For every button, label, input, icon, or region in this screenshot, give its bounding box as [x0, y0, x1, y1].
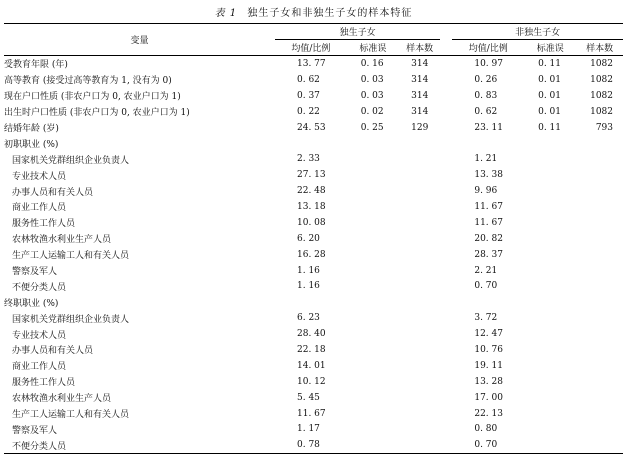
non-only-child-se	[524, 406, 576, 422]
non-only-child-n	[576, 421, 623, 437]
non-only-child-n	[576, 358, 623, 374]
non-only-child-mean: 17. 00	[474, 392, 503, 403]
non-only-child-n	[576, 135, 623, 151]
only-child-se	[347, 326, 399, 342]
non-only-child-n	[576, 199, 623, 215]
only-child-n	[399, 215, 440, 231]
non-only-child-se	[524, 135, 576, 151]
only-child-mean: 14. 01	[297, 360, 326, 371]
only-child-se	[347, 421, 399, 437]
non-only-child-mean: 23. 11	[474, 122, 503, 133]
non-only-child-n	[576, 374, 623, 390]
only-child-se	[347, 278, 399, 294]
non-only-child-se	[524, 390, 576, 406]
non-only-child-se	[524, 342, 576, 358]
non-only-child-n: 1082	[590, 90, 613, 101]
non-only-child-n	[576, 247, 623, 263]
table-row	[4, 263, 623, 279]
table-caption	[0, 4, 627, 19]
only-child-mean: 0. 78	[297, 440, 320, 451]
row-label: 商业工作人员	[12, 203, 67, 214]
only-child-n	[399, 263, 440, 279]
only-child-mean: 13. 18	[297, 201, 326, 212]
mean-header: 均值/比例	[291, 44, 331, 54]
only-child-se	[347, 151, 399, 167]
non-only-child-n	[576, 231, 623, 247]
only-child-mean: 0. 62	[297, 74, 320, 85]
non-only-child-mean: 10. 97	[474, 58, 503, 69]
non-only-child-se	[524, 167, 576, 183]
non-only-child-mean: 13. 28	[474, 376, 503, 387]
non-only-child-n: 1082	[590, 74, 613, 85]
non-only-child-mean: 22. 13	[474, 408, 503, 419]
group-only-child-header: 独生子女	[275, 24, 440, 40]
row-label: 专业技术人员	[12, 171, 67, 182]
table-row	[4, 278, 623, 294]
only-child-mean: 5. 45	[297, 392, 320, 403]
only-child-n	[399, 135, 440, 151]
table-row	[4, 120, 623, 136]
non-only-child-n	[576, 437, 623, 453]
non-only-child-n	[576, 294, 623, 310]
non-only-child-se	[524, 374, 576, 390]
row-label: 服务性工作人员	[12, 219, 76, 230]
non-only-child-n	[576, 406, 623, 422]
non-only-child-se	[524, 183, 576, 199]
only-child-n	[399, 151, 440, 167]
row-label: 国家机关党群组织企业负责人	[12, 155, 130, 166]
only-child-se	[347, 135, 399, 151]
only-child-n	[399, 406, 440, 422]
non-only-child-se: 0. 11	[538, 122, 561, 133]
only-child-n	[399, 421, 440, 437]
table-body	[4, 56, 623, 454]
table-number: 表 1	[214, 8, 238, 19]
non-only-child-mean: 10. 76	[474, 344, 503, 355]
only-child-se	[347, 263, 399, 279]
non-only-child-n	[576, 183, 623, 199]
only-child-mean: 0. 22	[297, 106, 320, 117]
only-child-n	[399, 183, 440, 199]
non-only-child-n	[576, 278, 623, 294]
non-only-child-mean: 12. 47	[474, 329, 503, 340]
non-only-child-mean	[452, 135, 524, 151]
non-only-child-mean: 13. 38	[474, 170, 503, 181]
row-label: 生产工人运输工人和有关人员	[12, 410, 130, 421]
only-child-se: 0. 03	[360, 74, 384, 85]
table-row	[4, 72, 623, 88]
only-child-mean: 22. 18	[297, 344, 326, 355]
row-label: 受教育年限 (年)	[4, 60, 68, 71]
only-child-se	[347, 294, 399, 310]
only-child-n: 314	[411, 58, 429, 69]
non-only-child-n	[576, 342, 623, 358]
non-only-child-mean: 20. 82	[474, 233, 503, 244]
group-non-only-child-header: 非独生子女	[452, 24, 623, 40]
only-child-se: 0. 03	[360, 90, 384, 101]
se-header: 标准误	[359, 44, 387, 54]
non-only-child-mean: 0. 26	[474, 74, 498, 85]
row-label: 商业工作人员	[12, 362, 67, 373]
only-child-se	[347, 358, 399, 374]
non-only-child-mean: 2. 21	[474, 265, 498, 276]
non-only-child-mean	[452, 294, 524, 310]
row-label: 警察及军人	[12, 267, 58, 278]
table-row	[4, 199, 623, 215]
table-row	[4, 88, 623, 104]
table-row	[4, 294, 623, 310]
table-row	[4, 247, 623, 263]
table-row	[4, 167, 623, 183]
table-row	[4, 421, 623, 437]
row-label: 农林牧渔水利业生产人员	[12, 394, 112, 405]
non-only-child-se	[524, 151, 576, 167]
only-child-mean: 6. 23	[297, 313, 320, 324]
non-only-child-se	[524, 437, 576, 453]
only-child-mean: 1. 16	[297, 265, 320, 276]
table-row	[4, 342, 623, 358]
table-row	[4, 151, 623, 167]
non-only-child-se	[524, 294, 576, 310]
only-child-n	[399, 247, 440, 263]
only-child-se	[347, 310, 399, 326]
only-child-se: 0. 25	[360, 122, 384, 133]
only-child-mean: 16. 28	[297, 249, 326, 260]
only-child-mean: 27. 13	[297, 170, 326, 181]
row-label: 高等教育 (接受过高等教育为 1, 没有为 0)	[4, 76, 172, 87]
only-child-se	[347, 437, 399, 453]
only-child-n: 314	[411, 74, 429, 85]
non-only-child-se: 0. 11	[538, 58, 561, 69]
only-child-mean: 28. 40	[297, 329, 326, 340]
table-row	[4, 358, 623, 374]
only-child-mean	[275, 135, 347, 151]
table-row	[4, 135, 623, 151]
non-only-child-n	[576, 263, 623, 279]
only-child-n	[399, 278, 440, 294]
only-child-n	[399, 358, 440, 374]
non-only-child-n: 1082	[590, 106, 613, 117]
row-label: 终职职业 (%)	[4, 298, 59, 309]
only-child-se: 0. 02	[360, 106, 384, 117]
non-only-child-se: 0. 01	[538, 74, 561, 85]
only-child-se	[347, 167, 399, 183]
variable-header: 变量	[130, 36, 149, 46]
only-child-mean: 0. 37	[297, 90, 320, 101]
non-only-child-mean: 0. 62	[474, 106, 498, 117]
only-child-mean: 6. 20	[297, 233, 320, 244]
row-label: 办事人员和有关人员	[12, 346, 94, 357]
non-only-child-se: 0. 01	[538, 106, 561, 117]
non-only-child-se	[524, 247, 576, 263]
only-child-n: 129	[411, 122, 429, 133]
only-child-n	[399, 437, 440, 453]
only-child-mean: 1. 17	[297, 424, 320, 435]
non-only-child-se	[524, 358, 576, 374]
only-child-mean: 11. 67	[297, 408, 326, 419]
table-row	[4, 310, 623, 326]
table-row	[4, 183, 623, 199]
only-child-se: 0. 16	[360, 58, 384, 69]
non-only-child-n	[576, 326, 623, 342]
non-only-child-mean: 0. 83	[474, 90, 498, 101]
non-only-child-mean: 9. 96	[474, 186, 498, 197]
table-row	[4, 326, 623, 342]
row-label: 农林牧渔水利业生产人员	[12, 235, 112, 246]
table-row	[4, 390, 623, 406]
non-only-child-mean: 11. 67	[474, 201, 503, 212]
only-child-se	[347, 231, 399, 247]
only-child-se	[347, 342, 399, 358]
only-child-n	[399, 199, 440, 215]
non-only-child-mean: 28. 37	[474, 249, 503, 260]
non-only-child-n	[576, 390, 623, 406]
non-only-child-n	[576, 167, 623, 183]
only-child-mean: 22. 48	[297, 186, 326, 197]
only-child-n	[399, 167, 440, 183]
only-child-se	[347, 199, 399, 215]
non-only-child-se	[524, 310, 576, 326]
non-only-child-se	[524, 231, 576, 247]
non-only-child-mean: 0. 70	[474, 440, 498, 451]
table-row	[4, 231, 623, 247]
non-only-child-se: 0. 01	[538, 90, 561, 101]
only-child-n	[399, 310, 440, 326]
non-only-child-n	[576, 310, 623, 326]
row-label: 办事人员和有关人员	[12, 187, 94, 198]
row-label: 现在户口性质 (非农户口为 0, 农业户口为 1)	[4, 92, 181, 103]
non-only-child-se	[524, 215, 576, 231]
row-label: 生产工人运输工人和有关人员	[12, 251, 130, 262]
n-header: 样本数	[406, 44, 434, 54]
only-child-n	[399, 390, 440, 406]
row-label: 不便分类人员	[12, 441, 67, 452]
only-child-mean: 1. 16	[297, 281, 320, 292]
table-row	[4, 215, 623, 231]
row-label: 初职职业 (%)	[4, 139, 59, 150]
table-row	[4, 56, 623, 72]
only-child-n	[399, 326, 440, 342]
only-child-n	[399, 374, 440, 390]
n-header: 样本数	[586, 44, 614, 54]
non-only-child-n	[576, 151, 623, 167]
only-child-n: 314	[411, 106, 429, 117]
non-only-child-mean: 0. 70	[474, 281, 498, 292]
non-only-child-mean: 3. 72	[474, 313, 498, 324]
row-label: 国家机关党群组织企业负责人	[12, 314, 130, 325]
row-label: 专业技术人员	[12, 330, 67, 341]
only-child-n: 314	[411, 90, 429, 101]
se-header: 标准误	[536, 44, 564, 54]
table-row	[4, 374, 623, 390]
table-row	[4, 104, 623, 120]
non-only-child-se	[524, 199, 576, 215]
row-label: 不便分类人员	[12, 282, 67, 293]
table-row	[4, 437, 623, 453]
only-child-se	[347, 183, 399, 199]
row-label: 出生时户口性质 (非农户口为 0, 农业户口为 1)	[4, 108, 190, 119]
table-row	[4, 406, 623, 422]
non-only-child-se	[524, 421, 576, 437]
only-child-se	[347, 247, 399, 263]
only-child-se	[347, 215, 399, 231]
only-child-n	[399, 342, 440, 358]
non-only-child-se	[524, 278, 576, 294]
only-child-n	[399, 231, 440, 247]
table-title: 独生子女和非独生子女的样本特征	[247, 8, 413, 19]
row-label: 警察及军人	[12, 425, 58, 436]
only-child-se	[347, 406, 399, 422]
only-child-se	[347, 374, 399, 390]
sample-characteristics-table	[4, 23, 623, 454]
row-label: 结婚年龄 (岁)	[4, 124, 59, 134]
row-label: 服务性工作人员	[12, 378, 76, 389]
non-only-child-mean: 11. 67	[474, 217, 503, 228]
non-only-child-mean: 0. 80	[474, 424, 498, 435]
only-child-n	[399, 294, 440, 310]
non-only-child-mean: 1. 21	[474, 154, 498, 165]
non-only-child-n: 1082	[590, 58, 613, 69]
only-child-mean: 13. 77	[297, 58, 326, 69]
mean-header: 均值/比例	[468, 44, 508, 54]
only-child-mean: 24. 53	[297, 122, 326, 133]
only-child-mean: 10. 12	[297, 376, 326, 387]
non-only-child-n: 793	[595, 122, 613, 133]
non-only-child-n	[576, 215, 623, 231]
only-child-mean: 10. 08	[297, 217, 326, 228]
only-child-mean: 2. 33	[297, 154, 320, 165]
non-only-child-se	[524, 326, 576, 342]
non-only-child-mean: 19. 11	[474, 360, 503, 371]
only-child-se	[347, 390, 399, 406]
non-only-child-se	[524, 263, 576, 279]
only-child-mean	[275, 294, 347, 310]
